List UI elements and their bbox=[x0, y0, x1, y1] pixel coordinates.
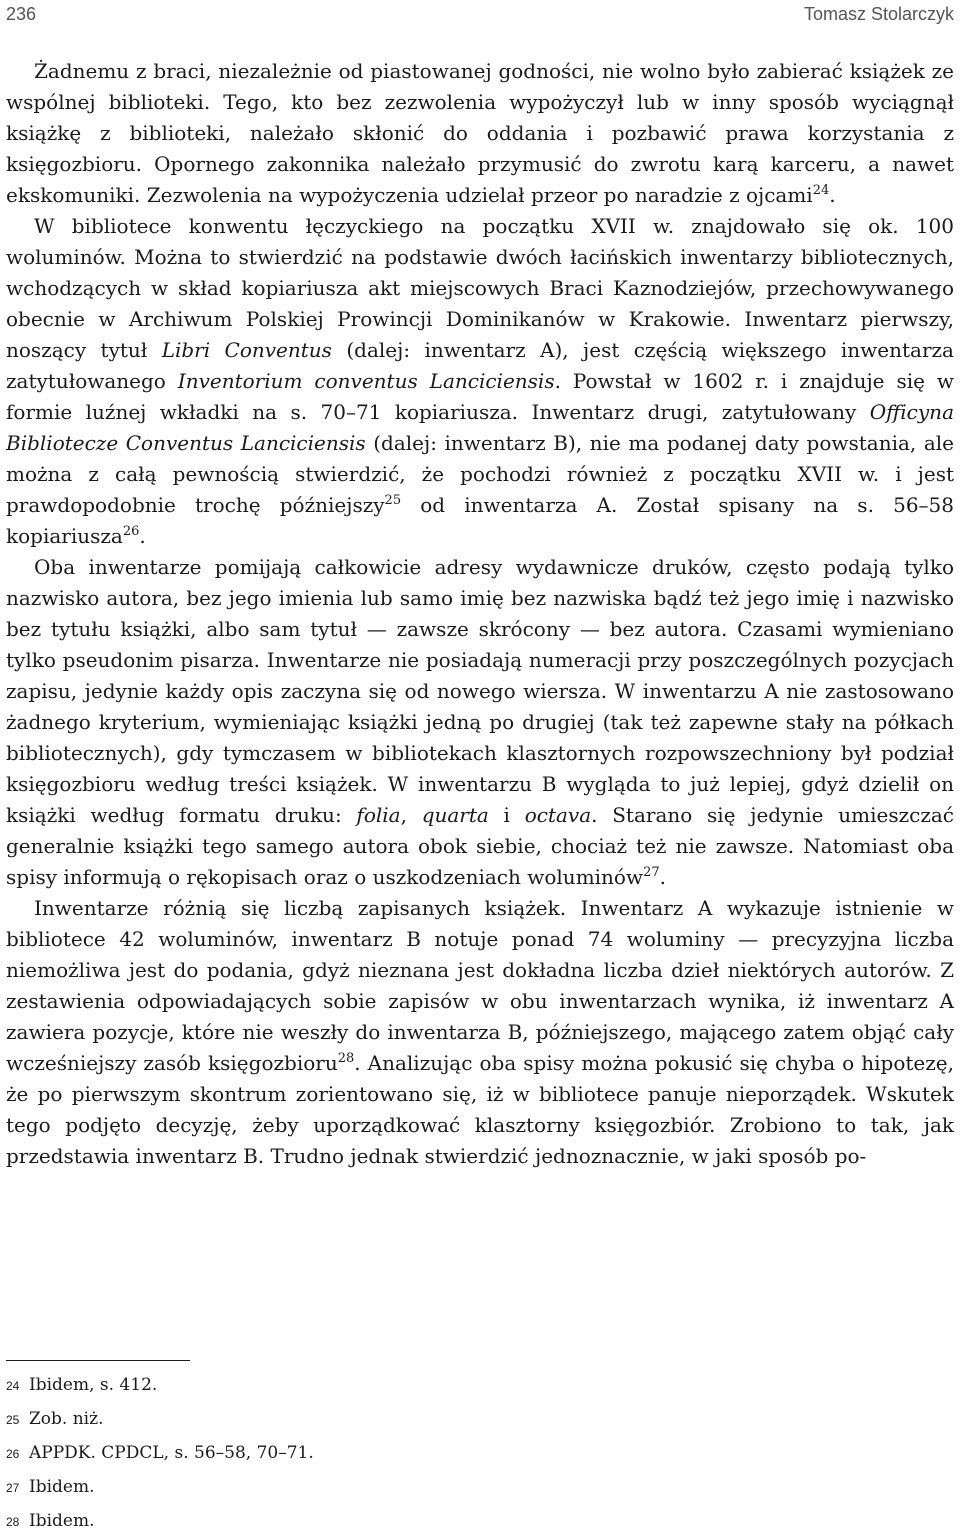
format-folia: folia bbox=[356, 803, 401, 827]
paragraph-1-text: Żadnemu z braci, niezależnie od piastowanej godności, nie wolno było zabierać książek ze wspólnej biblioteki. Tego, kto bez zezwolenia wypożyczył lub w inny sposób wyciągnął książkę z biblioteki, należało skłonić do oddania i pozbawić prawa korzystania z księgozbioru. Opornego zakonnika należało przymusić do zwrotu karą karceru, a nawet ekskomuniki. Zezwolenia na wypożyczenia udzielał przeor po naradzie z ojcami bbox=[6, 59, 954, 207]
paragraph-3-text-b: . Starano się jedynie umieszczać generalnie książki tego samego autora obok siebie, chociaż też nie zawsze. Natomiast oba spisy informują o rękopisach oraz o uszkodzeniach woluminów bbox=[6, 803, 954, 889]
paragraph-2-end: . bbox=[139, 524, 146, 548]
paragraph-4-text-a: Inwentarze różnią się liczbą zapisanych książek. Inwentarz A wykazuje istnienie w bibliotece 42 woluminów, inwentarz B notuje ponad 74 woluminy — precyzyjna liczba niemożliwa jest do podania, gdyż nieznana jest dokładna liczba dzieł niektórych autorów. Z zestawienia odpowiadających sobie zapisów w obu inwentarzach wynika, iż inwentarz A zawiera pozycje, które nie weszły do inwentarza B, późniejszego, mającego zatem objąć cały wcześniejszy zasób księgozbioru bbox=[6, 896, 954, 1075]
footnote-number: 28 bbox=[6, 1515, 20, 1529]
footnote-text: Ibidem, s. 412. bbox=[29, 1375, 158, 1395]
footnote-24 bbox=[6, 1369, 606, 1403]
paragraph-3-text-a: Oba inwentarze pomijają całkowicie adresy wydawnicze druków, często podają tylko nazwisko autora, bez jego imienia lub samo imię bez nazwiska bądź też jego imię i nazwisko bez tytułu książki, albo sam tytuł — zawsze skrócony — bez autora. Czasami wymieniano tylko pseudonim pisarza. Inwentarze nie posiadają numeracji przy poszczególnych pozycjach zapisu, jedynie każdy opis zaczyna się od nowego wiersza. W inwentarzu A nie zastosowano żadnego kryterium, wymieniając książki jedną po drugiej (tak też zapewne stały na półkach bibliotecznych), gdy tymczasem w bibliotekach klasztornych rozpowszechniony był podział księgozbioru według treści książek. W inwentarzu B wygląda to już lepiej, gdyż dzielił on książki według formatu druku: bbox=[6, 555, 954, 827]
footnote-ref-24[interactable]: 24 bbox=[812, 183, 830, 198]
footnote-25 bbox=[6, 1403, 606, 1437]
paragraph-3 bbox=[6, 552, 954, 893]
paragraph-2-text-d: (dalej: inwentarz B), nie ma podanej daty powstania, ale można z całą pewnością stwierdzić, że pochodzi również z początku XVII w. i jest prawdopodobnie trochę późniejszy bbox=[6, 431, 954, 517]
paragraph-4 bbox=[6, 893, 954, 1172]
footnote-26 bbox=[6, 1437, 606, 1471]
paragraph-2-text-e: od inwentarza A. Został spisany na s. 56–58 kopiariusza bbox=[6, 493, 954, 548]
paragraph-2 bbox=[6, 211, 954, 552]
page-number: 236 bbox=[6, 4, 37, 24]
footnote-27 bbox=[6, 1471, 606, 1505]
paragraph-2-text-a: W bibliotece konwentu łęczyckiego na początku XVII w. znajdowało się ok. 100 woluminów. Można to stwierdzić na podstawie dwóch łacińskich inwentarzy bibliotecznych, wchodzących w skład kopiariusza akt miejscowych Braci Kaznodziejów, przechowywanego obecnie w Archiwum Polskiej Prowincji Dominikanów w Krakowie. Inwentarz pierwszy, noszący tytuł bbox=[6, 214, 954, 362]
footnote-number: 24 bbox=[6, 1379, 20, 1393]
footnote-ref-25[interactable]: 25 bbox=[384, 493, 402, 508]
footnote-separator bbox=[6, 1360, 190, 1361]
footnote-ref-28[interactable]: 28 bbox=[337, 1051, 355, 1066]
title-inventorium: Inventorium conventus Lanciciensis bbox=[177, 369, 555, 393]
footnotes bbox=[6, 1369, 606, 1539]
footnote-text: APPDK. CPDCL, s. 56–58, 70–71. bbox=[29, 1443, 314, 1463]
footnote-ref-27[interactable]: 27 bbox=[643, 865, 660, 880]
footnote-number: 25 bbox=[6, 1413, 20, 1427]
title-officyna: Officyna Bibliotecze Conventus Lanciciensis bbox=[6, 400, 954, 455]
format-separator-2: i bbox=[488, 803, 525, 827]
paragraph-3-end: . bbox=[659, 865, 666, 889]
footnote-number: 27 bbox=[6, 1481, 20, 1495]
format-quarta: quarta bbox=[421, 803, 489, 827]
running-header bbox=[6, 4, 954, 28]
paragraph-2-text-b: (dalej: inwentarz A), jest częścią większego inwentarza zatytułowanego bbox=[6, 338, 954, 393]
paragraph-1 bbox=[6, 56, 954, 211]
footnote-text: Ibidem. bbox=[29, 1477, 95, 1497]
footnote-ref-26[interactable]: 26 bbox=[122, 524, 140, 539]
footnote-text: Zob. niż. bbox=[29, 1409, 104, 1429]
footnote-text: Ibidem. bbox=[29, 1511, 95, 1531]
paragraph-4-text-b: . Analizując oba spisy można pokusić się chyba o hipotezę, że po pierwszym skontrum zorientowano się, iż w bibliotece panuje nieporządek. Wskutek tego podjęto decyzję, żeby uporządkować klasztorny księgozbiór. Zrobiono to tak, jak przedstawia inwentarz B. Trudno jednak stwierdzić jednoznacznie, w jaki sposób po- bbox=[6, 1051, 954, 1168]
body-text bbox=[6, 56, 954, 1172]
paragraph-2-text-c: . Powstał w 1602 r. i znajduje się w formie luźnej wkładki na s. 70–71 kopiariusza. Inwentarz drugi, zatytułowany bbox=[6, 369, 955, 424]
footnote-number: 26 bbox=[6, 1447, 20, 1461]
title-libri-conventus: Libri Conventus bbox=[161, 338, 332, 362]
running-title: Tomasz Stolarczyk bbox=[803, 4, 954, 24]
footnote-28 bbox=[6, 1505, 606, 1539]
paragraph-1-end: . bbox=[829, 183, 836, 207]
format-octava: octava bbox=[524, 803, 592, 827]
format-separator-1: , bbox=[400, 803, 422, 827]
